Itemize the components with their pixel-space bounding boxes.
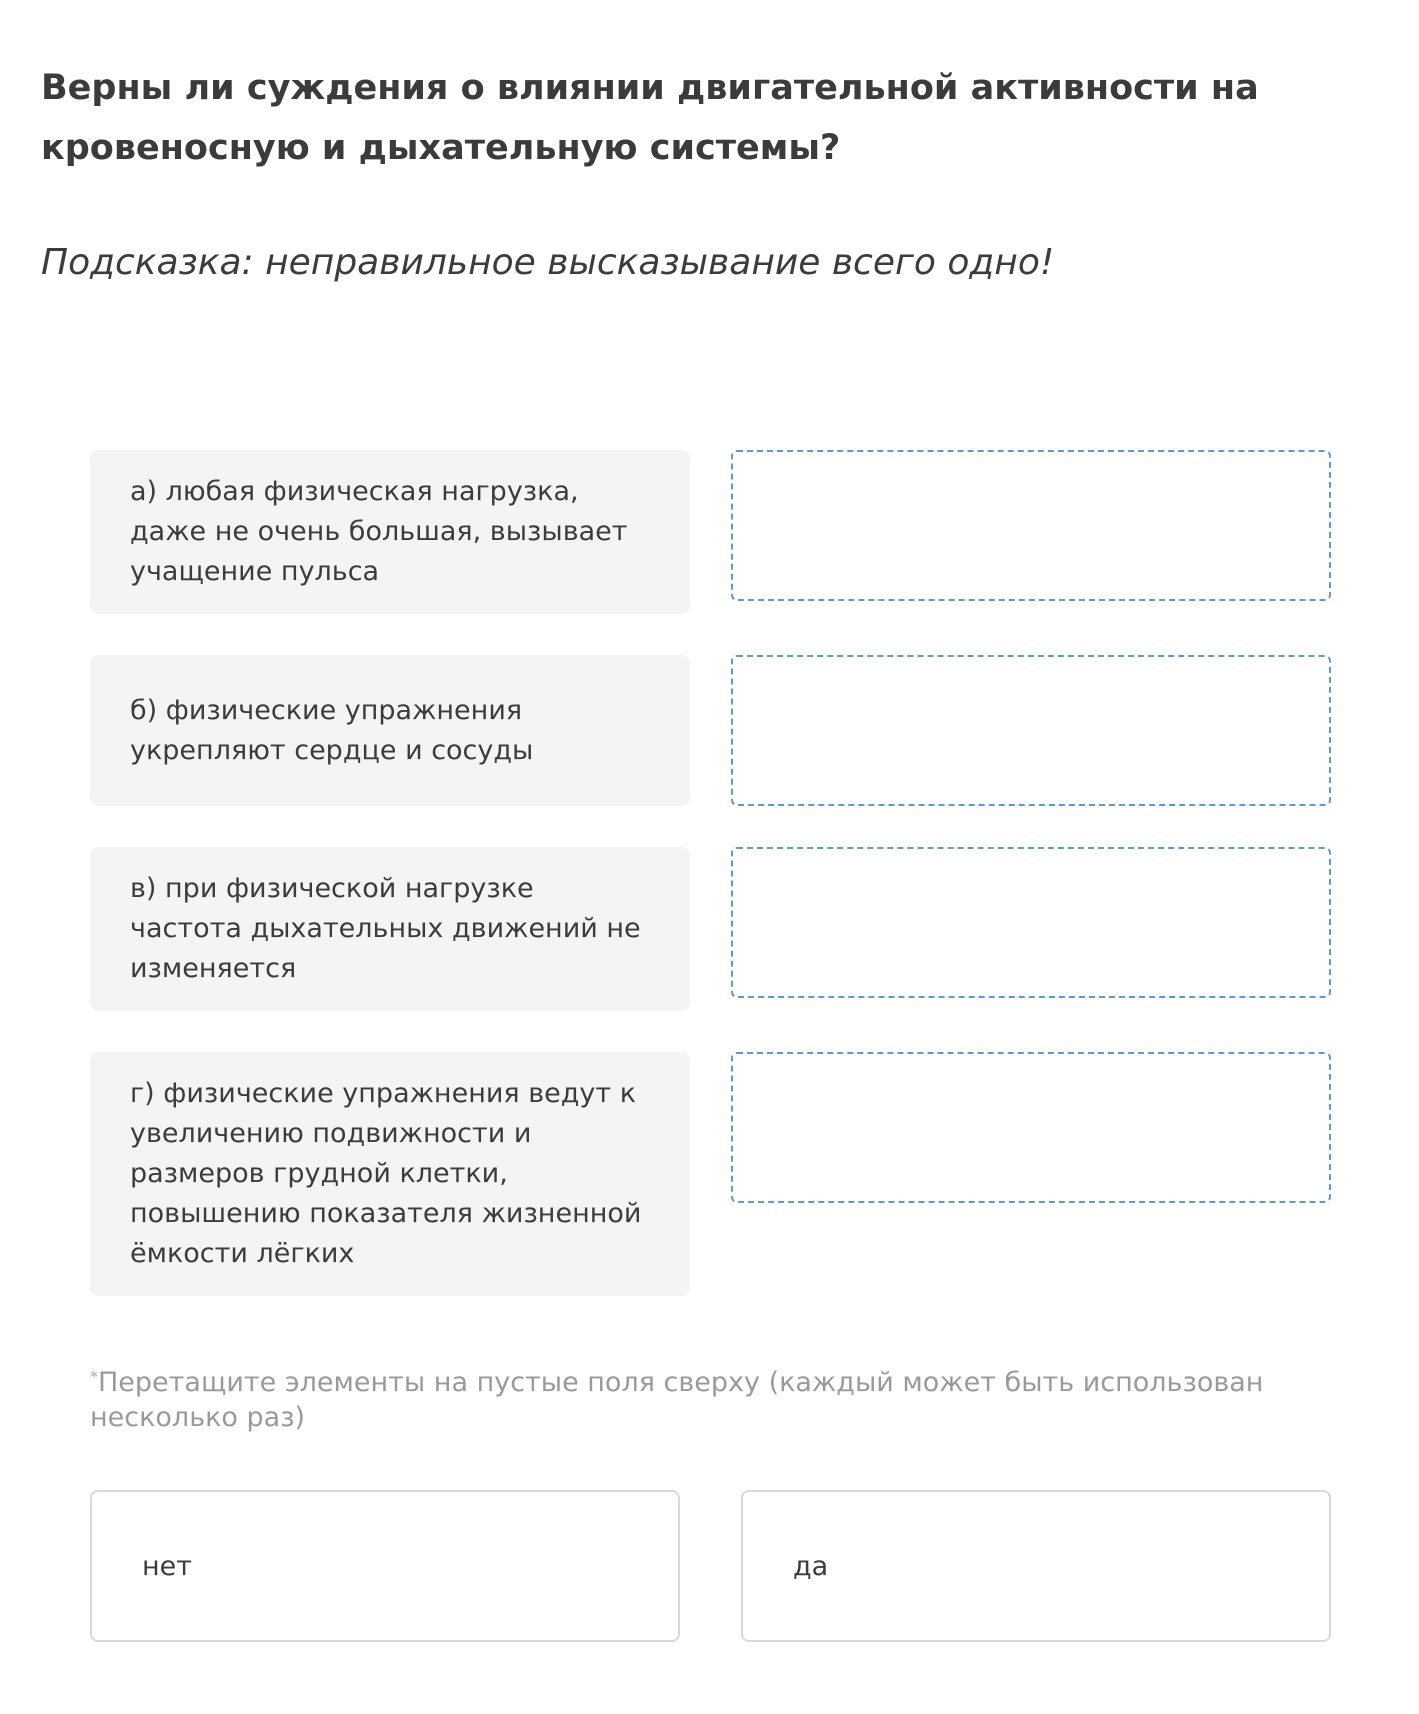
statement-label: в) при физической нагрузке частота дыхательных движений не изменяется: [130, 873, 641, 984]
instruction-text: Перетащите элементы на пустые поля сверху (каждый может быть использован несколько раз): [90, 1367, 1264, 1433]
drop-zone-b[interactable]: [731, 655, 1331, 806]
question-title: Верны ли суждения о влиянии двигательной активности на кровеносную и дыхательную системы?: [41, 68, 1259, 168]
statement-label: а) любая физическая нагрузка, даже не очень большая, вызывает учащение пульса: [130, 476, 628, 587]
statement-d: [90, 1052, 690, 1296]
statement-a: [90, 450, 690, 614]
option-label: нет: [142, 1550, 192, 1582]
option-no[interactable]: [90, 1490, 680, 1642]
statement-c: [90, 847, 690, 1011]
statement-label: г) физические упражнения ведут к увеличению подвижности и размеров грудной клетки, повышению показателя жизненной ёмкости лёгких: [130, 1078, 642, 1269]
asterisk-mark: *: [90, 1367, 98, 1386]
hint-text: Подсказка: неправильное высказывание всего одно!: [41, 242, 1055, 283]
statement-label: б) физические упражнения укрепляют сердце и сосуды: [130, 694, 534, 766]
drop-zone-d[interactable]: [731, 1052, 1331, 1203]
statement-b: [90, 655, 690, 806]
option-yes[interactable]: [741, 1490, 1331, 1642]
drop-zone-c[interactable]: [731, 847, 1331, 998]
drag-instruction: [90, 1365, 1350, 1435]
drop-zone-a[interactable]: [731, 450, 1331, 601]
option-label: да: [793, 1550, 829, 1582]
